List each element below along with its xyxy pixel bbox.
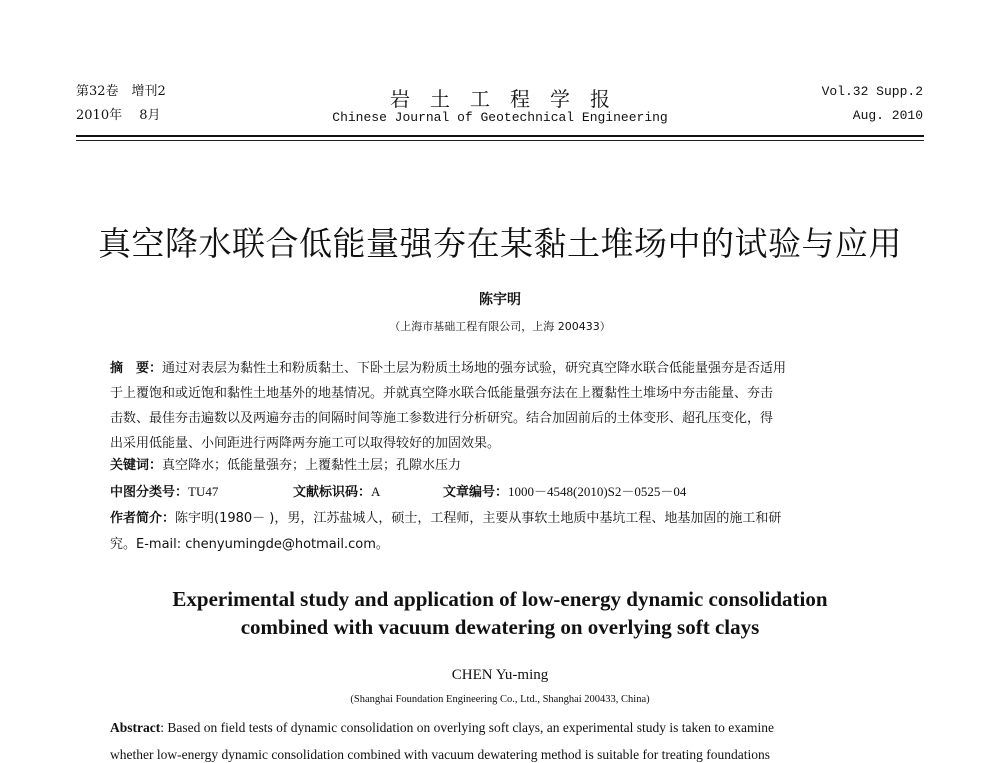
issue-date: 2010年 8月 [76,108,161,123]
abstract-en-line-2: whether low-energy dynamic consolidation combined with vacuum dewatering method is suitable for treating foundations [110,747,770,762]
journal-name-cn: 岩土工程学报 [390,87,630,111]
header-rule-thick [76,135,924,137]
abstract-cn-line-4: 出采用低能量、小间距进行两降两夯施工可以取得较好的加固效果。 [110,436,501,451]
keywords-cn-label: 关键词： [110,458,163,473]
volume-supp: Vol.32 Supp.2 [821,84,923,99]
doc-code-value: A [371,484,381,499]
doc-code [293,481,380,500]
keywords-cn [110,454,461,473]
keywords-cn-value: 真空降水；低能量强夯；上覆黏性土层；孔隙水压力 [162,458,462,473]
author-bio-line-2: 究。E-mail: chenyumingde@hotmail.com。 [110,537,389,552]
doc-code-label: 文献标识码： [293,485,372,500]
clc-value: TU47 [188,484,219,499]
abstract-cn-line-3: 击数、最佳夯击遍数以及两遍夯击的间隔时间等施工参数进行分析研究。结合加固前后的土体变形、超孔压变化，得 [110,411,774,426]
paper-title-en-line-1: Experimental study and application of low-energy dynamic consolidation [172,587,828,611]
affiliation-en: (Shanghai Foundation Engineering Co., Ltd., Shanghai 200433, China) [350,694,650,705]
author-name-cn: 陈宇明 [479,292,521,308]
paper-title-en [0,585,1000,641]
author-name-en: CHEN Yu-ming [451,667,549,683]
publication-date: Aug. 2010 [852,108,923,123]
author-bio-label: 作者简介： [110,511,176,526]
header-rule-thin [76,140,924,141]
author-bio-text: 陈宇明(1980－ )，男，江苏盐城人，硕士，工程师，主要从事软土地质中基坑工程、地基加固的施工和研 [175,511,782,526]
author-bio-line-1 [110,507,781,526]
paper-title-en-line-2: combined with vacuum dewatering on overlying soft clays [240,615,760,639]
abstract-cn [110,357,890,557]
classification-line [110,481,890,500]
abstract-cn-text: 通过对表层为黏性土和粉质黏土、下卧土层为粉质土场地的强夯试验，研究真空降水联合低能量强夯是否适用 [162,361,787,376]
volume-issue: 第32卷 增刊2 [76,84,166,99]
article-number [443,481,686,500]
abstract-cn-line-1 [110,357,786,376]
abstract-en-label: Abstract [110,720,161,735]
abstract-en-line-1 [110,720,774,736]
paper-title-cn: 真空降水联合低能量强夯在某黏土堆场中的试验与应用 [98,224,902,263]
article-number-value: 1000－4548(2010)S2－0525－04 [508,484,687,499]
abstract-en-text: : Based on field tests of dynamic consolidation on overlying soft clays, an experimental study is taken to examine [160,720,774,735]
clc-label: 中图分类号： [110,485,189,500]
article-number-label: 文章编号： [443,485,509,500]
abstract-cn-line-2: 于上覆饱和或近饱和黏性土地基外的地基情况。并就真空降水联合低能量强夯法在上覆黏性土堆场中夯击能量、夯击 [110,386,774,401]
abstract-cn-label: 摘 要： [110,361,163,376]
affiliation-cn: （上海市基础工程有限公司，上海 200433） [389,320,611,333]
journal-name-en: Chinese Journal of Geotechnical Engineering [332,110,668,125]
